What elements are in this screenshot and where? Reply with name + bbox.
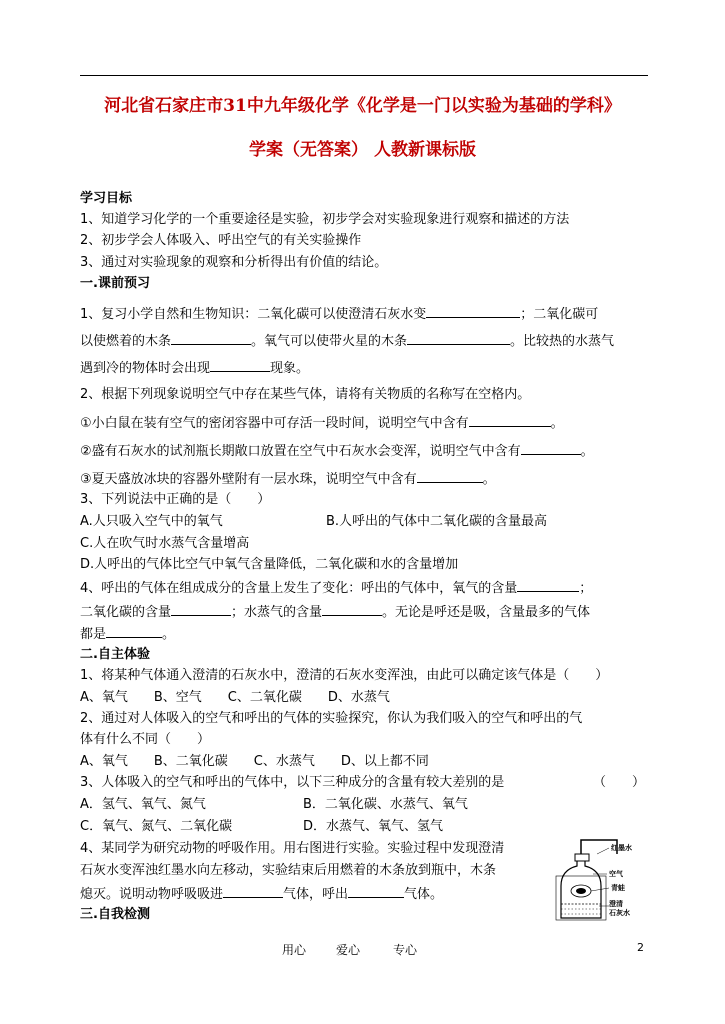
answer-blank[interactable] — [106, 625, 162, 638]
question-line: 遇到冷的物体时会出现 现象。 — [80, 361, 310, 376]
option-a: A.人只吸入空气中的氧气 — [80, 514, 223, 529]
question-line: ③夏天盛放冰块的容器外壁附有一层水珠，说明空气中含有 。 — [80, 472, 496, 487]
question-stem: 2、根据下列现象说明空气中存在某些气体，请将有关物质的名称写在空格内。 — [80, 387, 531, 402]
answer-paren: （ ） — [593, 775, 646, 790]
question-line: 以使燃着的木条 。氧气可以使带火星的木条 。比较热的水蒸气 — [80, 334, 615, 349]
answer-blank[interactable] — [417, 470, 483, 483]
section-heading-preview: 一.课前预习 — [80, 276, 150, 291]
option-c: C.人在吹气时水蒸气含量增高 — [80, 536, 250, 551]
title-line-1: 河北省石家庄市31中九年级化学《化学是一门以实验为基础的学科》 — [104, 96, 621, 116]
option-d: D．水蒸气、氧气、氢气 — [303, 819, 444, 834]
answer-blank[interactable] — [426, 305, 520, 318]
question-stem: 3、人体吸入的空气和呼出的气体中，以下三种成分的含量有较大差别的是 — [80, 775, 505, 790]
question-line: 石灰水变浑浊红墨水向左移动，实验结束后用燃着的木条放到瓶中，木条 — [80, 863, 497, 878]
question-line: ②盛有石灰水的试剂瓶长期敞口放置在空气中石灰水会变浑，说明空气中含有 。 — [80, 444, 594, 459]
objective-item: 1、知道学习化学的一个重要途径是实验，初步学会对实验现象进行观察和描述的方法 — [80, 212, 570, 227]
figure-label: 石灰水 — [609, 909, 630, 917]
section-heading-self-check: 三.自我检测 — [80, 907, 150, 922]
question-line: ①小白鼠在装有空气的密闭容器中可存活一段时间，说明空气中含有 。 — [80, 416, 564, 431]
figure-label: 青蛙 — [611, 884, 625, 892]
question-line: 4、某同学为研究动物的呼吸作用。用右图进行实验。实验过程中发现澄清 — [80, 841, 505, 856]
answer-blank[interactable] — [517, 579, 579, 592]
option-b: B．二氧化碳、水蒸气、氧气 — [303, 797, 468, 812]
option-c: C．氧气、氮气、二氧化碳 — [80, 819, 233, 834]
answer-blank[interactable] — [469, 414, 551, 427]
header-rule — [80, 75, 648, 76]
answer-blank[interactable] — [171, 603, 231, 616]
figure-label: 澄清 — [609, 900, 623, 908]
answer-blank[interactable] — [407, 332, 510, 345]
question-stem: 1、将某种气体通入澄清的石灰水中，澄清的石灰水变浑浊，由此可以确定该气体是（ ） — [80, 668, 609, 683]
question-options: A、氧气 B、二氧化碳 C、水蒸气 D、以上都不同 — [80, 754, 429, 769]
footer-text-left: 用心 — [282, 943, 307, 957]
figure-label: 红墨水 — [611, 844, 632, 852]
option-a: A．氢气、氧气、氮气 — [80, 797, 206, 812]
answer-blank[interactable] — [348, 885, 404, 898]
question-options: A、氧气 B、空气 C、二氧化碳 D、水蒸气 — [80, 690, 390, 705]
figure-label: 空气 — [609, 870, 623, 878]
objective-item: 3、通过对实验现象的观察和分析得出有价值的结论。 — [80, 255, 388, 270]
question-line: 熄灭。说明动物呼吸吸进 气体，呼出 气体。 — [80, 887, 444, 902]
option-b: B.人呼出的气体中二氧化碳的含量最高 — [326, 514, 548, 529]
section-heading-self-experience: 二.自主体验 — [80, 647, 150, 662]
question-line: 二氧化碳的含量 ；水蒸气的含量 。无论是呼还是吸，含量最多的气体 — [80, 605, 591, 620]
option-d: D.人呼出的气体比空气中氧气含量降低，二氧化碳和水的含量增加 — [80, 557, 459, 572]
question-line: 4、呼出的气体在组成成分的含量上发生了变化：呼出的气体中，氧气的含量 ； — [80, 581, 593, 596]
objectives-heading: 学习目标 — [80, 191, 133, 206]
question-stem: 2、通过对人体吸入的空气和呼出的气体的实验探究，你认为我们吸入的空气和呼出的气 — [80, 711, 583, 726]
experiment-apparatus-figure — [553, 836, 653, 928]
answer-blank[interactable] — [521, 442, 581, 455]
footer-text-right: 专心 — [393, 943, 418, 957]
objective-item: 2、初步学会人体吸入、呼出空气的有关实验操作 — [80, 233, 362, 248]
answer-blank[interactable] — [210, 359, 270, 372]
question-line: 都是 。 — [80, 627, 176, 642]
answer-blank[interactable] — [223, 885, 283, 898]
footer-text-mid: 爱心 — [336, 943, 361, 957]
question-stem: 体有什么不同（ ） — [80, 732, 211, 747]
question-stem: 3、下列说法中正确的是（ ） — [80, 492, 271, 507]
title-line-2: 学案（无答案） 人教新课标版 — [249, 140, 476, 160]
question-line: 1、复习小学自然和生物知识：二氧化碳可以使澄清石灰水变 ；二氧化碳可 — [80, 307, 599, 322]
answer-blank[interactable] — [322, 603, 382, 616]
answer-blank[interactable] — [171, 332, 251, 345]
page-number: 2 — [637, 941, 644, 954]
